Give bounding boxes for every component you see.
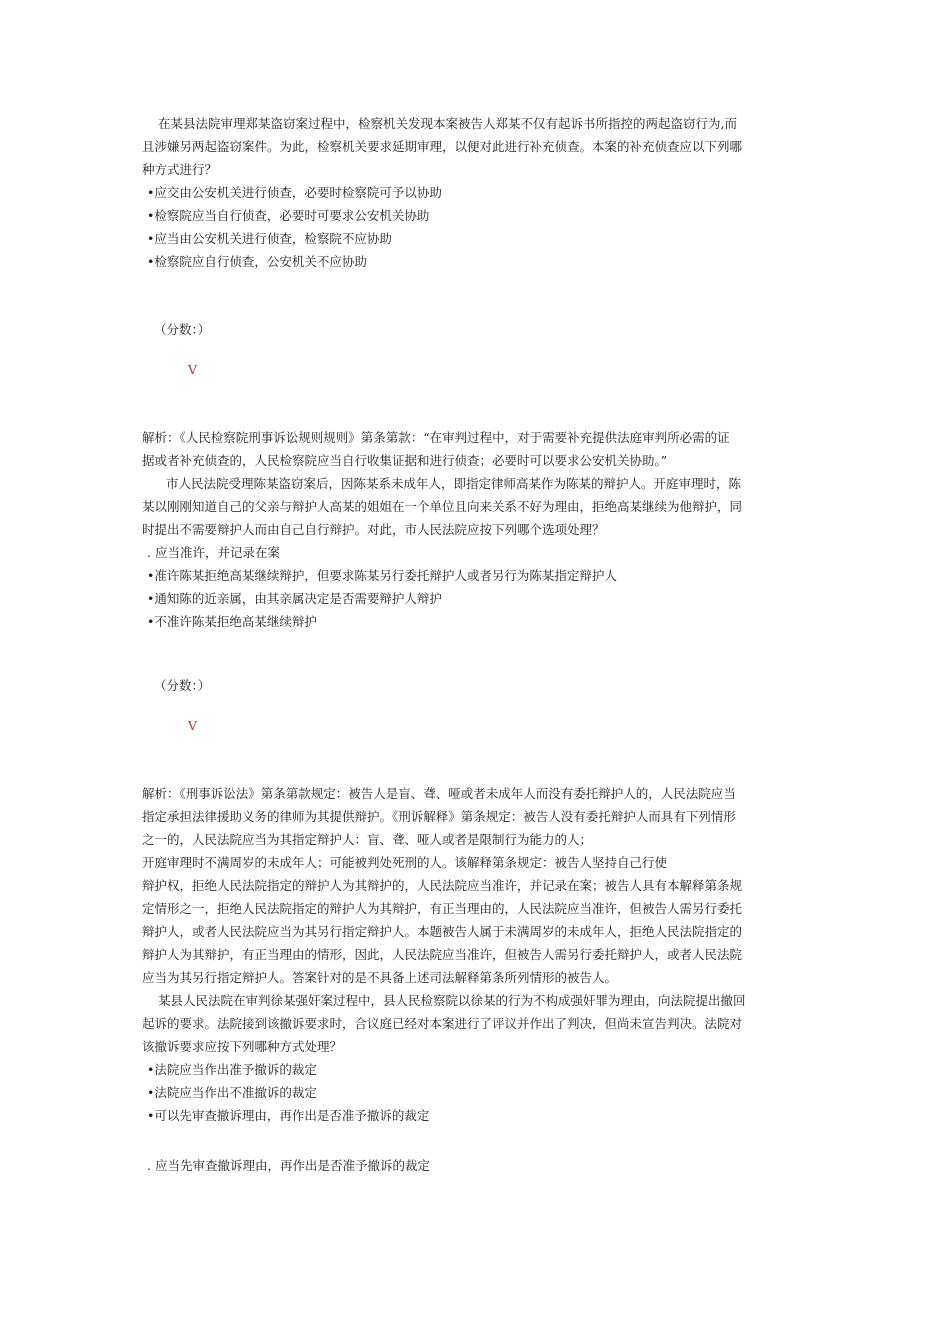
- q1-stem-line: 且涉嫌另两起盗窃案件。为此，检察机关要求延期审理，以便对此进行补充侦查。本案的补充侦查应以下列哪: [142, 139, 743, 154]
- question-1: [142, 112, 806, 273]
- q2-option: •准许陈某拒绝高某继续辩护，但要求陈某另行委托辩护人或者另行为陈某指定辩护人: [147, 568, 617, 583]
- q2-analysis-line: 指定承担法律援助义务的律师为其提供辩护。《刑诉解释》第条规定：被告人没有委托辩护人而具有下列情形: [142, 809, 736, 824]
- q2-answer-mark: V: [188, 718, 198, 733]
- q2-option: •通知陈的近亲属，由其亲属决定是否需要辩护人辩护: [147, 591, 442, 606]
- q3-last-option-block: [142, 1154, 806, 1177]
- q3-option: •法院应当作出不准撤诉的裁定: [147, 1085, 317, 1100]
- q2-stem-line: 时提出不需要辩护人而由自己自行辩护。对此，市人民法院应按下列哪个选项处理？: [142, 522, 605, 537]
- q1-option: •检察院应当自行侦查，必要时可要求公安机关协助: [147, 208, 430, 223]
- q1-stem-line: 在某县法院审理郑某盗窃案过程中，检察机关发现本案被告人郑某不仅有起诉书所指控的两起盗窃行为,而: [158, 116, 737, 131]
- q1-answer-mark: V: [188, 362, 198, 377]
- q3-stem-line: 该撤诉要求应按下列哪种方式处理？: [142, 1039, 343, 1054]
- q2-analysis-line: 之一的，人民法院应当为其指定辩护人：盲、聋、哑人或者是限制行为能力的人；: [142, 832, 593, 847]
- q1-option: •应交由公安机关进行侦查，必要时检察院可予以协助: [147, 185, 442, 200]
- q2-option: •不准许陈某拒绝高某继续辩护: [147, 614, 317, 629]
- q2-analysis-line: 定情形之一，拒绝人民法院指定的辩护人为其辩护，有正当理由的，人民法院应当准许，但被告人需另行委托: [142, 901, 743, 916]
- q2-option: . 应当准许，并记录在案: [147, 545, 280, 560]
- q1-analysis: [142, 426, 806, 472]
- q1-option: •应当由公安机关进行侦查，检察院不应协助: [147, 231, 392, 246]
- question-2: [142, 472, 806, 633]
- q2-analysis-line: 辩护人为其辩护，有正当理由的情形，因此，人民法院应当准许，但被告人需另行委托辩护人，或者人民法院: [142, 947, 743, 962]
- q3-option: . 应当先审查撤诉理由，再作出是否准予撤诉的裁定: [147, 1158, 430, 1173]
- q2-analysis-line: 开庭审理时不满周岁的未成年人；可能被判处死刑的人。该解释第条规定：被告人坚持自己行使: [142, 855, 668, 870]
- q3-stem-line: 起诉的要求。法院接到该撤诉要求时，合议庭已经对本案进行了评议并作出了判决，但尚未宣告判决。法院对: [142, 1016, 743, 1031]
- q1-score-label: （分数：）: [154, 322, 211, 337]
- q3-stem-line: 某县人民法院在审判徐某强奸案过程中，县人民检察院以徐某的行为不构成强奸罪为理由，向法院提出撤回: [158, 993, 746, 1008]
- q2-stem-line: 市人民法院受理陈某盗窃案后，因陈某系未成年人，即指定律师高某作为陈某的辩护人。开庭审理时，陈: [166, 476, 742, 491]
- q3-option: •可以先审查撤诉理由，再作出是否准予撤诉的裁定: [147, 1108, 430, 1123]
- q3-option: •法院应当作出准予撤诉的裁定: [147, 1062, 317, 1077]
- q1-stem-line: 种方式进行？: [142, 162, 218, 177]
- q1-analysis-line: 解析：《人民检察院刑事诉讼规则规则》第条第款：“在审判过程中，对于需要补充提供法庭审判所必需的证: [142, 430, 730, 445]
- q1-option: •检察院应自行侦查，公安机关不应协助: [147, 254, 367, 269]
- q1-analysis-line: 据或者补充侦查的，人民检察院应当自行收集证据和进行侦查；必要时可以要求公安机关协助。”: [142, 453, 668, 468]
- q2-stem-line: 某以刚刚知道自己的父亲与辩护人高某的姐姐在一个单位且向来关系不好为理由，拒绝高某继续为他辩护，同: [142, 499, 743, 514]
- q2-analysis: [142, 782, 806, 989]
- q2-analysis-line: 辩护人，或者人民法院应当为其另行指定辩护人。本题被告人属于未满周岁的未成年人，拒绝人民法院指定的: [142, 924, 743, 939]
- q2-analysis-line: 应当为其另行指定辩护人。答案针对的是不具备上述司法解释第条所列情形的被告人。: [142, 970, 618, 985]
- question-3: [142, 989, 806, 1127]
- q2-analysis-line: 辩护权，拒绝人民法院指定的辩护人为其辩护的，人民法院应当准许，并记录在案；被告人具有本解释第条规: [142, 878, 743, 893]
- q2-score-label: （分数：）: [154, 678, 211, 693]
- q2-analysis-line: 解析：《刑事诉讼法》第条第款规定：被告人是盲、聋、哑或者未成年人而没有委托辩护人的，人民法院应当: [142, 786, 736, 801]
